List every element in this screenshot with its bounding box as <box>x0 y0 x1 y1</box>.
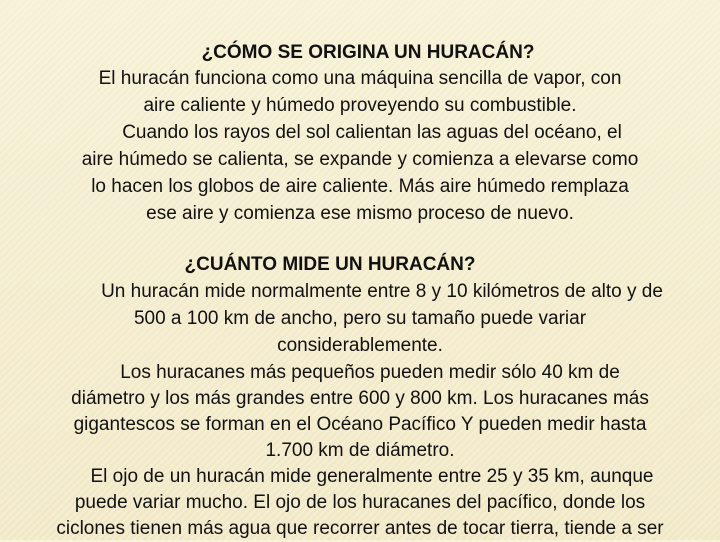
paragraph-line: Los huracanes más pequeños pueden medir sólo 40 km de <box>120 362 620 383</box>
paragraph-line: lo hacen los globos de aire caliente. Más aire húmedo remplaza <box>91 176 629 197</box>
heading-size: ¿CUÁNTO MIDE UN HURACÁN? <box>184 254 476 275</box>
paragraph-line: ese aire y comienza ese mismo proceso de nuevo. <box>146 203 574 224</box>
heading-origin: ¿CÓMO SE ORIGINA UN HURACÁN? <box>201 42 535 63</box>
paragraph-line: aire húmedo se calienta, se expande y comienza a elevarse como <box>81 149 639 170</box>
paragraph-line: gigantescos se forman en el Océano Pacífico Y pueden medir hasta <box>73 414 647 435</box>
paragraph-line: 1.700 km de diámetro. <box>265 440 455 461</box>
paragraph-line: ciclones tienen más agua que recorrer antes de tocar tierra, tiende a ser <box>56 518 664 539</box>
paragraph-line: El ojo de un huracán mide generalmente entre 25 y 35 km, aunque <box>90 466 654 487</box>
paragraph-line: puede variar mucho. El ojo de los huracanes del pacífico, donde los <box>74 492 646 513</box>
paragraph-line: Cuando los rayos del sol calientan las aguas del océano, el <box>122 122 622 143</box>
paragraph-line: El huracán funciona como una máquina sencilla de vapor, con <box>98 68 622 89</box>
paragraph-line: aire caliente y húmedo proveyendo su combustible. <box>143 95 577 116</box>
paragraph-line: Un huracán mide normalmente entre 8 y 10 kilómetros de alto y de <box>101 281 663 302</box>
paragraph-line: 500 a 100 km de ancho, pero su tamaño puede variar <box>133 308 587 329</box>
paragraph-line: considerablemente. <box>277 335 443 356</box>
paragraph-line: diámetro y los más grandes entre 600 y 800 km. Los huracanes más <box>71 388 649 409</box>
